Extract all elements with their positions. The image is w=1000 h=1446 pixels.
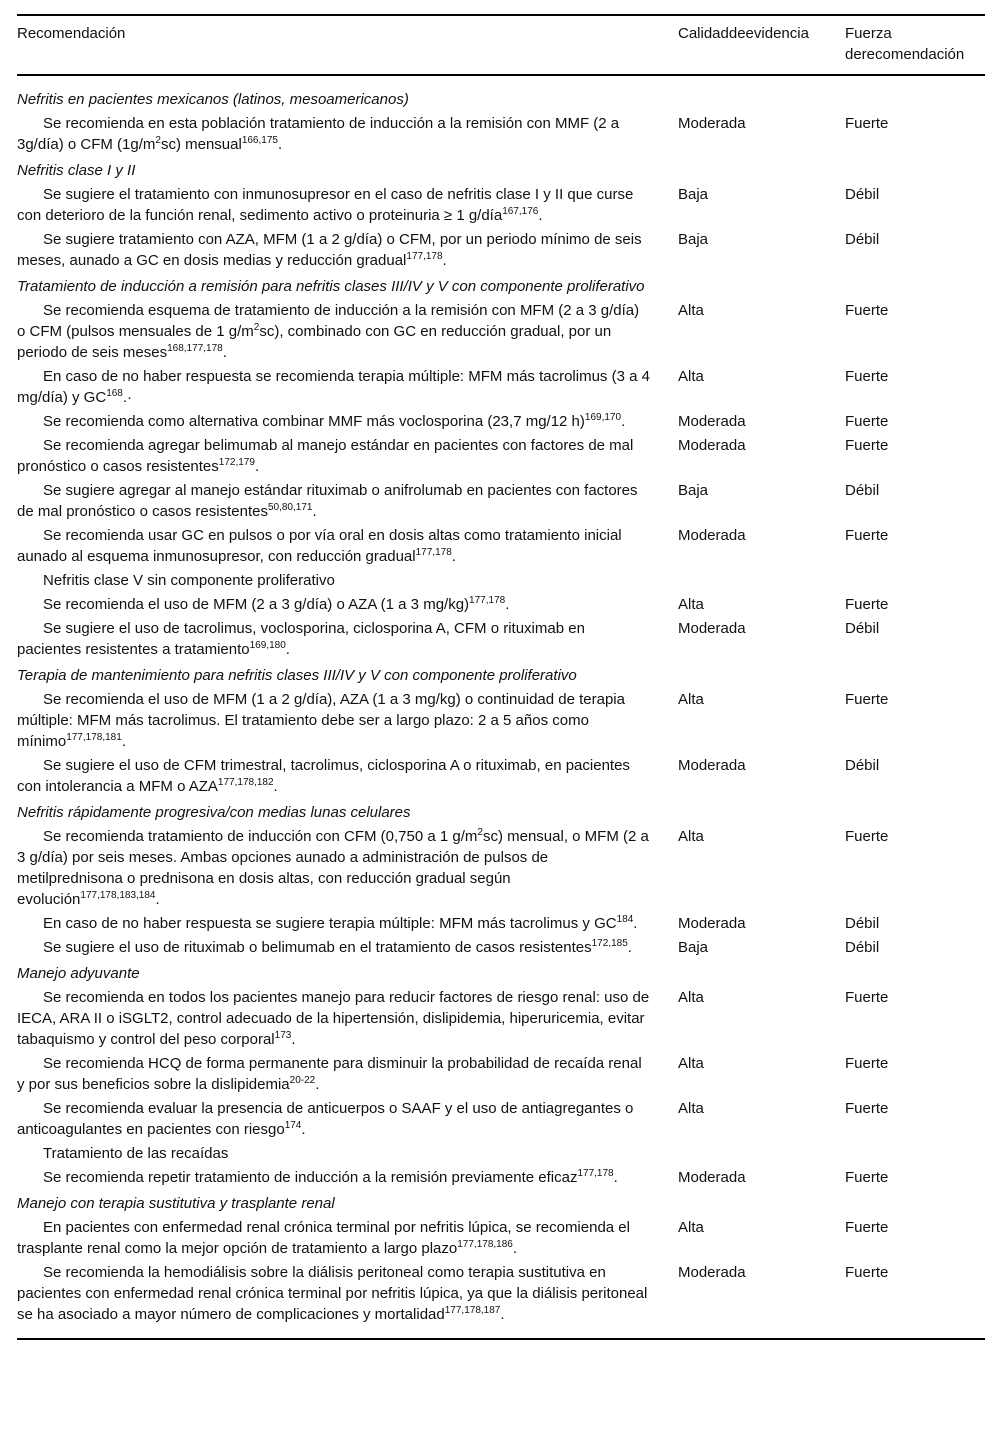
recommendation-text: Se sugiere el tratamiento con inmunosupresor en el caso de nefritis clase I y II que curse con deterioro de la función renal, sedimento activo o proteinuria ≥ 1 g/día$^{167,176}$. xyxy=(17,186,634,224)
table-row xyxy=(17,1167,985,1188)
table-header-row xyxy=(17,16,985,76)
recommendation-strength-value: Fuerte xyxy=(845,437,889,454)
section-title: Tratamiento de las recaídas xyxy=(43,1145,229,1162)
table-row xyxy=(17,184,985,226)
section-header-row xyxy=(17,1193,985,1214)
table-row xyxy=(17,525,985,567)
recommendation-strength-value: Fuerte xyxy=(845,691,889,708)
recommendation-strength-value: Fuerte xyxy=(845,596,889,613)
evidence-quality-value: Baja xyxy=(678,939,709,956)
recommendation-text: Se recomienda tratamiento de inducción con CFM (0,750 a 1 $g/m^2sc$) mensual, o MFM (2 a 3 g/día) por seis meses. Ambas opciones aunado a administración de pulsos de metilprednisona o prednisona en dosis altas, con reducción gradual según evolución$^{177,178,183,184}$. xyxy=(17,827,649,908)
recommendation-text: Se sugiere el uso de tacrolimus, voclosporina, ciclosporina A, CFM o rituximab en pacientes resistentes a tratamiento$^{169,180}$. xyxy=(17,620,585,658)
recommendation-text: En pacientes con enfermedad renal crónica terminal por nefritis lúpica, se recomienda el trasplante renal como la mejor opción de tratamiento a largo plazo$^{177,178,186}$. xyxy=(17,1219,630,1257)
recommendation-text: Se sugiere el uso de CFM trimestral, tacrolimus, ciclosporina A o rituximab, en pacientes con intolerancia a MFM o AZA$^{177,178,182}$. xyxy=(17,757,630,795)
table-row xyxy=(17,229,985,271)
recommendation-text: Se recomienda como alternativa combinar MMF más voclosporina (23,7 mg/12 h)$^{169,170}$. xyxy=(43,412,626,430)
table-row xyxy=(17,300,985,363)
section-title: Terapia de mantenimiento para nefritis clases III/IV y V con componente proliferativo xyxy=(17,667,577,684)
section-title: Tratamiento de inducción a remisión para nefritis clases III/IV y V con componente proliferativo xyxy=(17,278,645,295)
table-row xyxy=(17,113,985,155)
recommendation-strength-value: Fuerte xyxy=(845,302,889,319)
evidence-quality-value: Alta xyxy=(678,1100,704,1117)
recommendation-text: Se recomienda en esta población tratamiento de inducción a la remisión con MMF (2 a 3g/día) o CFM $(1g/m^2sc)$ mensual$^{166,175}$. xyxy=(17,115,620,153)
evidence-quality-value: Alta xyxy=(678,989,704,1006)
evidence-quality-value: Moderada xyxy=(678,413,746,430)
subsection-header-row xyxy=(17,570,985,591)
recommendation-text: Se recomienda esquema de tratamiento de inducción a la remisión con MFM (2 a 3 g/día) o CFM (pulsos mensuales de 1 $g/m^2sc$), combinado con GC en reducción gradual, por un periodo de seis meses$^{168,177,178}$. xyxy=(17,302,640,361)
recommendation-strength-value: Débil xyxy=(845,620,880,637)
table-row xyxy=(17,366,985,408)
table-row xyxy=(17,987,985,1050)
evidence-quality-value: Alta xyxy=(678,1219,704,1236)
evidence-quality-value: Moderada xyxy=(678,115,746,132)
section-title: Nefritis rápidamente progresiva/con medias lunas celulares xyxy=(17,804,411,821)
recommendation-strength-value: Fuerte xyxy=(845,413,889,430)
recommendation-text: Se recomienda agregar belimumab al manejo estándar en pacientes con factores de mal pronóstico o casos resistentes$^{172,179}$. xyxy=(17,437,634,475)
recommendation-text: Se recomienda usar GC en pulsos o por vía oral en dosis altas como tratamiento inicial aunado al esquema inmunosupresor, con reducción gradual$^{177,178}$. xyxy=(17,527,622,565)
recommendation-strength-value: Fuerte xyxy=(845,1055,889,1072)
recommendation-text: Se recomienda el uso de MFM (2 a 3 g/día) o AZA (1 a 3 mg/kg)$^{177,178}$. xyxy=(43,595,510,613)
evidence-quality-value: Moderada xyxy=(678,1264,746,1281)
recommendation-text: Se recomienda el uso de MFM (1 a 2 g/día), AZA (1 a 3 mg/kg) o continuidad de terapia múltiple: MFM más tacrolimus. El tratamiento debe ser a largo plazo: 2 a 5 años como mínimo$^{177,178,181}$. xyxy=(17,691,625,750)
evidence-quality-value: Moderada xyxy=(678,437,746,454)
section-title: Nefritis clase V sin componente proliferativo xyxy=(43,572,335,589)
recommendation-strength-value: Débil xyxy=(845,482,880,499)
evidence-quality-value: Baja xyxy=(678,186,709,203)
section-header-row xyxy=(17,802,985,823)
recommendation-text: Se recomienda evaluar la presencia de anticuerpos o SAAF y el uso de antiagregantes o anticoagulantes en pacientes con riesgo$^{174}$. xyxy=(17,1100,634,1138)
table-row xyxy=(17,618,985,660)
recommendation-strength-value: Fuerte xyxy=(845,989,889,1006)
evidence-quality-value: Alta xyxy=(678,1055,704,1072)
section-header-row xyxy=(17,276,985,297)
recommendation-text: Se recomienda en todos los pacientes manejo para reducir factores de riesgo renal: uso de IECA, ARA II o iSGLT2, control adecuado de la hipertensión, dislipidemia, hiperuricemia, evitar tabaquismo y control del peso corporal$^{173}$. xyxy=(17,989,650,1048)
column-header-strength: Fuerza derecomendación xyxy=(845,25,965,63)
recommendation-text: Se sugiere tratamiento con AZA, MFM (1 a 2 g/día) o CFM, por un periodo mínimo de seis meses, aunado a GC en dosis medias y reducción gradual$^{177,178}$. xyxy=(17,231,642,269)
evidence-quality-value: Alta xyxy=(678,368,704,385)
recommendation-text: Se sugiere el uso de rituximab o belimumab en el tratamiento de casos resistentes$^{172,185}$. xyxy=(43,938,632,956)
recommendation-strength-value: Débil xyxy=(845,231,880,248)
section-header-row xyxy=(17,89,985,110)
section-title: Nefritis clase I y II xyxy=(17,162,136,179)
table-row xyxy=(17,1053,985,1095)
section-title: Manejo adyuvante xyxy=(17,965,140,982)
evidence-quality-value: Moderada xyxy=(678,620,746,637)
recommendation-strength-value: Fuerte xyxy=(845,527,889,544)
recommendation-text: En caso de no haber respuesta se sugiere terapia múltiple: MFM más tacrolimus y GC$^{184}$. xyxy=(43,914,638,932)
table-body xyxy=(17,76,985,1340)
recommendation-strength-value: Débil xyxy=(845,939,880,956)
evidence-quality-value: Alta xyxy=(678,691,704,708)
section-title: Nefritis en pacientes mexicanos (latinos, mesoamericanos) xyxy=(17,91,409,108)
recommendation-text: En caso de no haber respuesta se recomienda terapia múltiple: MFM más tacrolimus (3 a 4 mg/día) y $GC^{168}.\cdot$ xyxy=(17,368,650,406)
evidence-quality-value: Moderada xyxy=(678,1169,746,1186)
table-row xyxy=(17,435,985,477)
recommendation-text: Se recomienda HCQ de forma permanente para disminuir la probabilidad de recaída renal y por sus beneficios sobre la dislipidemia$^{20-22}$. xyxy=(17,1055,642,1093)
section-header-row xyxy=(17,665,985,686)
table-row xyxy=(17,826,985,910)
table-row xyxy=(17,1262,985,1325)
evidence-quality-value: Alta xyxy=(678,302,704,319)
recommendation-strength-value: Débil xyxy=(845,186,880,203)
recommendation-strength-value: Fuerte xyxy=(845,115,889,132)
recommendation-strength-value: Fuerte xyxy=(845,1264,889,1281)
table-row xyxy=(17,913,985,934)
section-title: Manejo con terapia sustitutiva y trasplante renal xyxy=(17,1195,335,1212)
evidence-quality-value: Baja xyxy=(678,231,709,248)
recommendation-strength-value: Fuerte xyxy=(845,368,889,385)
table-row xyxy=(17,480,985,522)
recommendation-text: Se recomienda la hemodiálisis sobre la diálisis peritoneal como terapia sustitutiva en pacientes con enfermedad renal crónica terminal por nefritis lúpica, ya que la diálisis peritoneal se ha asociado a mayor número de complicaciones y mortalidad$^{177,178,187}$. xyxy=(17,1264,648,1323)
table-row xyxy=(17,594,985,615)
recommendation-strength-value: Débil xyxy=(845,757,880,774)
recommendation-strength-value: Fuerte xyxy=(845,1100,889,1117)
section-header-row xyxy=(17,963,985,984)
recommendation-text: Se recomienda repetir tratamiento de inducción a la remisión previamente eficaz$^{177,178}$. xyxy=(43,1168,618,1186)
evidence-quality-value: Moderada xyxy=(678,757,746,774)
table-row xyxy=(17,1098,985,1140)
table-row xyxy=(17,937,985,958)
column-header-evidence-quality: Calidaddeevidencia xyxy=(678,25,809,42)
evidence-quality-value: Baja xyxy=(678,482,709,499)
recommendations-table xyxy=(17,14,985,1340)
table-row xyxy=(17,411,985,432)
table-row xyxy=(17,689,985,752)
evidence-quality-value: Moderada xyxy=(678,527,746,544)
recommendation-strength-value: Fuerte xyxy=(845,1219,889,1236)
column-header-recommendation: Recomendación xyxy=(17,25,126,42)
recommendation-strength-value: Fuerte xyxy=(845,828,889,845)
evidence-quality-value: Alta xyxy=(678,596,704,613)
table-row xyxy=(17,755,985,797)
recommendation-text: Se sugiere agregar al manejo estándar rituximab o anifrolumab en pacientes con factores de mal pronóstico o casos resistentes$^{50,80,171}$. xyxy=(17,482,638,520)
subsection-header-row xyxy=(17,1143,985,1164)
recommendation-strength-value: Débil xyxy=(845,915,880,932)
table-row xyxy=(17,1217,985,1259)
evidence-quality-value: Alta xyxy=(678,828,704,845)
evidence-quality-value: Moderada xyxy=(678,915,746,932)
recommendation-strength-value: Fuerte xyxy=(845,1169,889,1186)
section-header-row xyxy=(17,160,985,181)
